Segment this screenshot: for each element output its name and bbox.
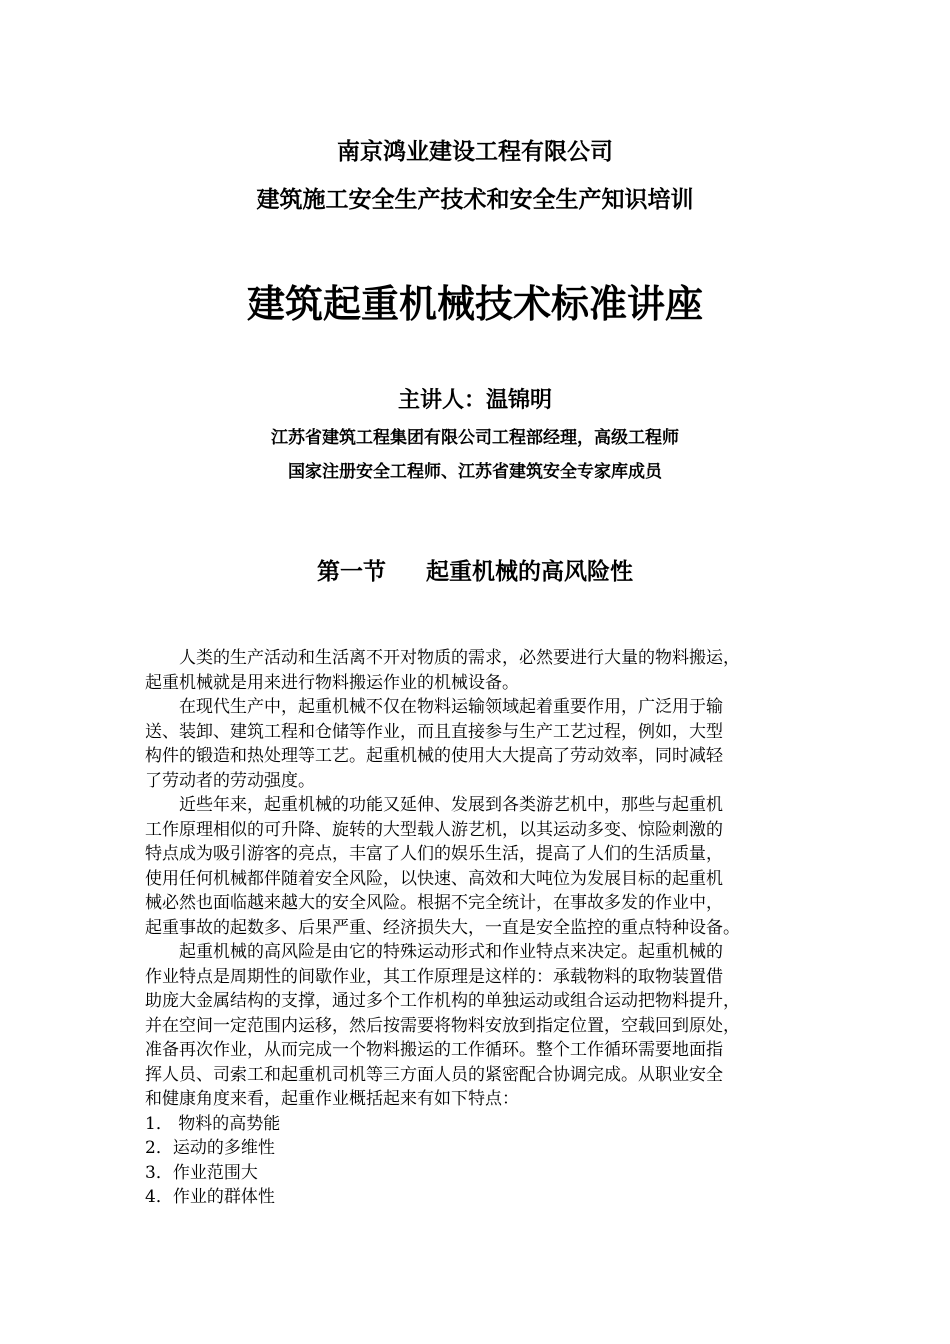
section-heading [0,556,950,588]
body-text [145,646,815,1210]
list-item: 4．作业的群体性 [145,1187,275,1207]
paragraph: 在现代生产中，起重机械不仅在物料运输领域起着重要作用，广泛用于输 送、装卸、建筑工程和仓储等作业，而且直接参与生产工艺过程，例如，大型 构件的锻造和热处理等工艺。起重机械的使用大大提高了劳动效率，同时减轻 了劳动者的劳动强度。 [145,697,723,791]
section-title: 起重机械的高风险性 [426,558,633,585]
section-number: 第一节 [317,558,386,585]
list-item: 3．作业范围大 [145,1162,258,1183]
lecturer-credentials-2: 国家注册安全工程师、江苏省建筑安全专家库成员 [288,462,662,482]
lecturer-name: 主讲人：温锦明 [397,387,552,413]
lecture-title: 建筑起重机械技术标准讲座 [246,281,703,326]
list-item: 2．运动的多维性 [145,1138,275,1158]
training-title: 建筑施工安全生产技术和安全生产知识培训 [256,186,694,213]
lecturer-credentials-1: 江苏省建筑工程集团有限公司工程部经理，高级工程师 [271,428,679,448]
feature-list [145,1112,815,1210]
company-name: 南京鸿业建设工程有限公司 [337,138,613,165]
paragraph: 起重机械的高风险是由它的特殊运动形式和作业特点来决定。起重机械的 作业特点是周期性的间歇作业，其工作原理是这样的：承载物料的取物装置借 助庞大金属结构的支撑，通过多个工作机构的单独运动或组合运动把物料提升， 并在空间一定范围内运移，然后按需要将物料安放到指定位置，空载回到原处， 准备再次作业，从而完成一个物料搬运的工作循环。整个工作循环需要地面指 挥人员、司索工和起重机司机等三方面人员的紧密配合协调完成。从职业安全 和健康角度来看，起重作业概括起来有如下特点： [145,942,740,1109]
list-item: 1． 物料的高势能 [145,1113,281,1134]
paragraph: 人类的生产活动和生活离不开对物质的需求，必然要进行大量的物料搬运， 起重机械就是用来进行物料搬运作业的机械设备。 [145,648,740,693]
paragraph: 近些年来，起重机械的功能又延伸、发展到各类游艺机中，那些与起重机 工作原理相似的可升降、旋转的大型载人游艺机，以其运动多变、惊险刺激的 特点成为吸引游客的亮点，丰富了人们的娱乐生活，提高了人们的生活质量， 使用任何机械都伴随着安全风险，以快速、高效和大吨位为发展目标的起重机 械必然也面临越来越大的安全风险。根据不完全统计，在事故多发的作业中， 起重事故的起数多、后果严重、经济损失大，一直是安全监控的重点特种设备。 [145,795,740,938]
